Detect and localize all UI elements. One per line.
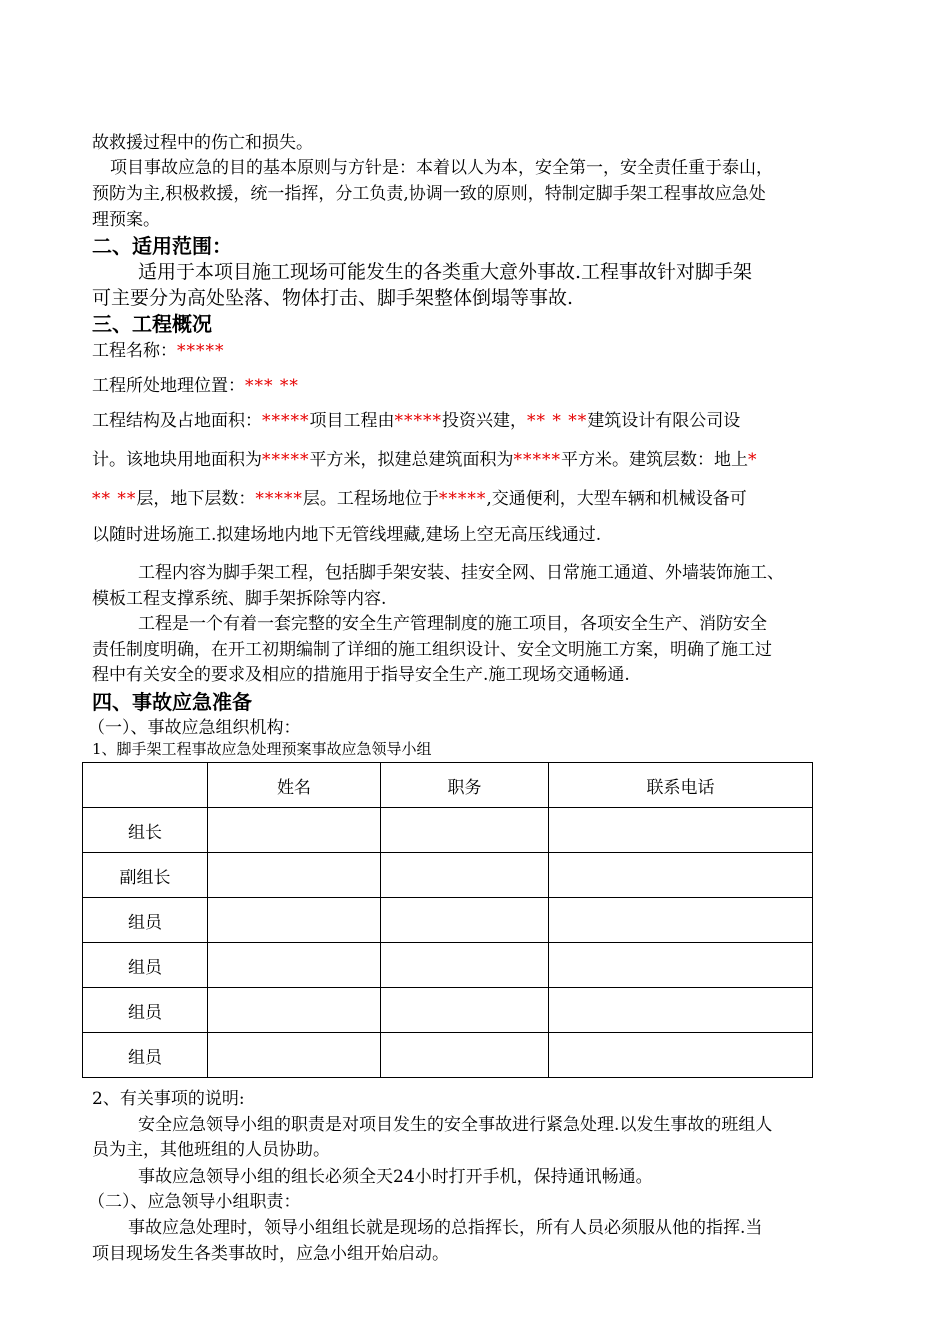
- table-cell: [381, 853, 549, 898]
- paragraph-line: 责任制度明确，在开工初期编制了详细的施工组织设计、安全文明施工方案，明确了施工过: [92, 640, 772, 660]
- text-segment: 投资兴建，: [442, 411, 527, 431]
- redacted-value: *****: [438, 489, 487, 509]
- table-row: [83, 1033, 813, 1078]
- paragraph-line: 项目事故应急的目的基本原则与方针是：本着以人为本，安全第一，安全责任重于泰山，: [110, 158, 773, 178]
- table-row: [83, 943, 813, 988]
- text-segment: 计。该地块用地面积为: [92, 450, 262, 470]
- text-segment: 层，地下层数：: [136, 489, 256, 509]
- table-cell: [381, 988, 549, 1033]
- section-heading-preparation: 四、事故应急准备: [92, 690, 252, 714]
- redacted-value: *****: [177, 341, 225, 361]
- paragraph-line: 模板工程支撑系统、脚手架拆除等内容.: [92, 589, 387, 609]
- table-cell: [549, 988, 813, 1033]
- header-cell: 姓名: [208, 763, 381, 808]
- project-name-line: [92, 336, 225, 361]
- paragraph-line: 员为主，其他班组的人员协助。: [92, 1140, 330, 1160]
- table-cell: [208, 943, 381, 988]
- paragraph-line: 以随时进场施工.拟建场地内地下无管线埋藏,建场上空无高压线通过.: [92, 525, 602, 545]
- text-segment: 建筑设计有限公司设: [587, 411, 741, 431]
- paragraph-line: 理预案。: [92, 210, 160, 230]
- text-segment: 层。工程场地位于: [302, 489, 439, 509]
- paragraph-line: 工程内容为脚手架工程，包括脚手架安装、挂安全网、日常施工通道、外墙装饰施工、: [138, 563, 784, 583]
- structure-line: [92, 484, 747, 509]
- subheading: （二）、应急领导小组职责：: [88, 1192, 301, 1212]
- project-name-label: 工程名称：: [92, 341, 177, 361]
- leader-group-table: [82, 762, 813, 1078]
- redacted-value: *****: [255, 489, 303, 509]
- table-cell: [208, 898, 381, 943]
- structure-line: [92, 406, 740, 431]
- role-cell: 组员: [83, 943, 208, 988]
- role-cell: 组员: [83, 1033, 208, 1078]
- role-cell: 副组长: [83, 853, 208, 898]
- paragraph-line: 安全应急领导小组的职责是对项目发生的安全事故进行紧急处理.以发生事故的班组人: [138, 1115, 773, 1135]
- table-cell: [549, 1033, 813, 1078]
- section-heading-overview: 三、工程概况: [92, 312, 212, 336]
- project-location-line: [92, 371, 299, 396]
- structure-line: [92, 445, 758, 470]
- text-segment: 项目工程由: [309, 411, 395, 431]
- table-caption: 1、脚手架工程事故应急处理预案事故应急领导小组: [92, 740, 432, 758]
- redacted-value: *****: [262, 450, 310, 470]
- header-cell: 联系电话: [549, 763, 813, 808]
- redacted-value: *** **: [245, 376, 299, 396]
- table-cell: [381, 943, 549, 988]
- paragraph-line: 适用于本项目施工现场可能发生的各类重大意外事故.工程事故针对脚手架: [138, 261, 753, 283]
- table-row: [83, 988, 813, 1033]
- table-cell: [549, 898, 813, 943]
- table-cell: [208, 988, 381, 1033]
- redacted-value: *: [748, 450, 758, 470]
- table-cell: [381, 898, 549, 943]
- paragraph-line: 事故应急处理时，领导小组组长就是现场的总指挥长，所有人员必须服从他的指挥.当: [128, 1218, 763, 1238]
- text-segment: 平方米。建筑层数：地上: [561, 450, 748, 470]
- role-cell: 组员: [83, 988, 208, 1033]
- header-cell: 职务: [381, 763, 549, 808]
- redacted-value: ** **: [92, 489, 137, 509]
- table-cell: [549, 943, 813, 988]
- text-segment: ,交通便利，大型车辆和机械设备可: [486, 489, 747, 509]
- table-cell: [381, 808, 549, 853]
- project-location-label: 工程所处地理位置：: [92, 376, 245, 396]
- paragraph-line: 工程是一个有着一套完整的安全生产管理制度的施工项目，各项安全生产、消防安全: [138, 614, 767, 634]
- table-header-row: [83, 763, 813, 808]
- subheading: （一）、事故应急组织机构：: [88, 718, 301, 738]
- table-cell: [381, 1033, 549, 1078]
- table-cell: [208, 853, 381, 898]
- paragraph-line: 预防为主,积极救援，统一指挥，分工负责,协调一致的原则，特制定脚手架工程事故应急处: [92, 184, 766, 204]
- paragraph-line: 可主要分为高处坠落、物体打击、脚手架整体倒塌等事故.: [92, 287, 574, 309]
- role-cell: 组长: [83, 808, 208, 853]
- role-cell: 组员: [83, 898, 208, 943]
- paragraph-line: 程中有关安全的要求及相应的措施用于指导安全生产.施工现场交通畅通.: [92, 665, 630, 685]
- note-title: 2、有关事项的说明:: [92, 1089, 245, 1109]
- table-cell: [208, 1033, 381, 1078]
- paragraph-line: 故救援过程中的伤亡和损失。: [92, 133, 313, 153]
- table-cell: [208, 808, 381, 853]
- section-heading-scope: 二、适用范围：: [92, 234, 232, 258]
- redacted-value: *****: [513, 450, 561, 470]
- table-row: [83, 853, 813, 898]
- table-row: [83, 898, 813, 943]
- redacted-value: ** * **: [527, 411, 588, 431]
- paragraph-line: 事故应急领导小组的组长必须全天24小时打开手机，保持通讯畅通。: [138, 1167, 653, 1187]
- paragraph-line: 项目现场发生各类事故时，应急小组开始启动。: [92, 1244, 449, 1264]
- redacted-value: *****: [262, 411, 310, 431]
- text-segment: 工程结构及占地面积：: [92, 411, 262, 431]
- header-cell: [83, 763, 208, 808]
- table-row: [83, 808, 813, 853]
- table-cell: [549, 853, 813, 898]
- redacted-value: *****: [394, 411, 442, 431]
- table-cell: [549, 808, 813, 853]
- text-segment: 平方米，拟建总建筑面积为: [309, 450, 514, 470]
